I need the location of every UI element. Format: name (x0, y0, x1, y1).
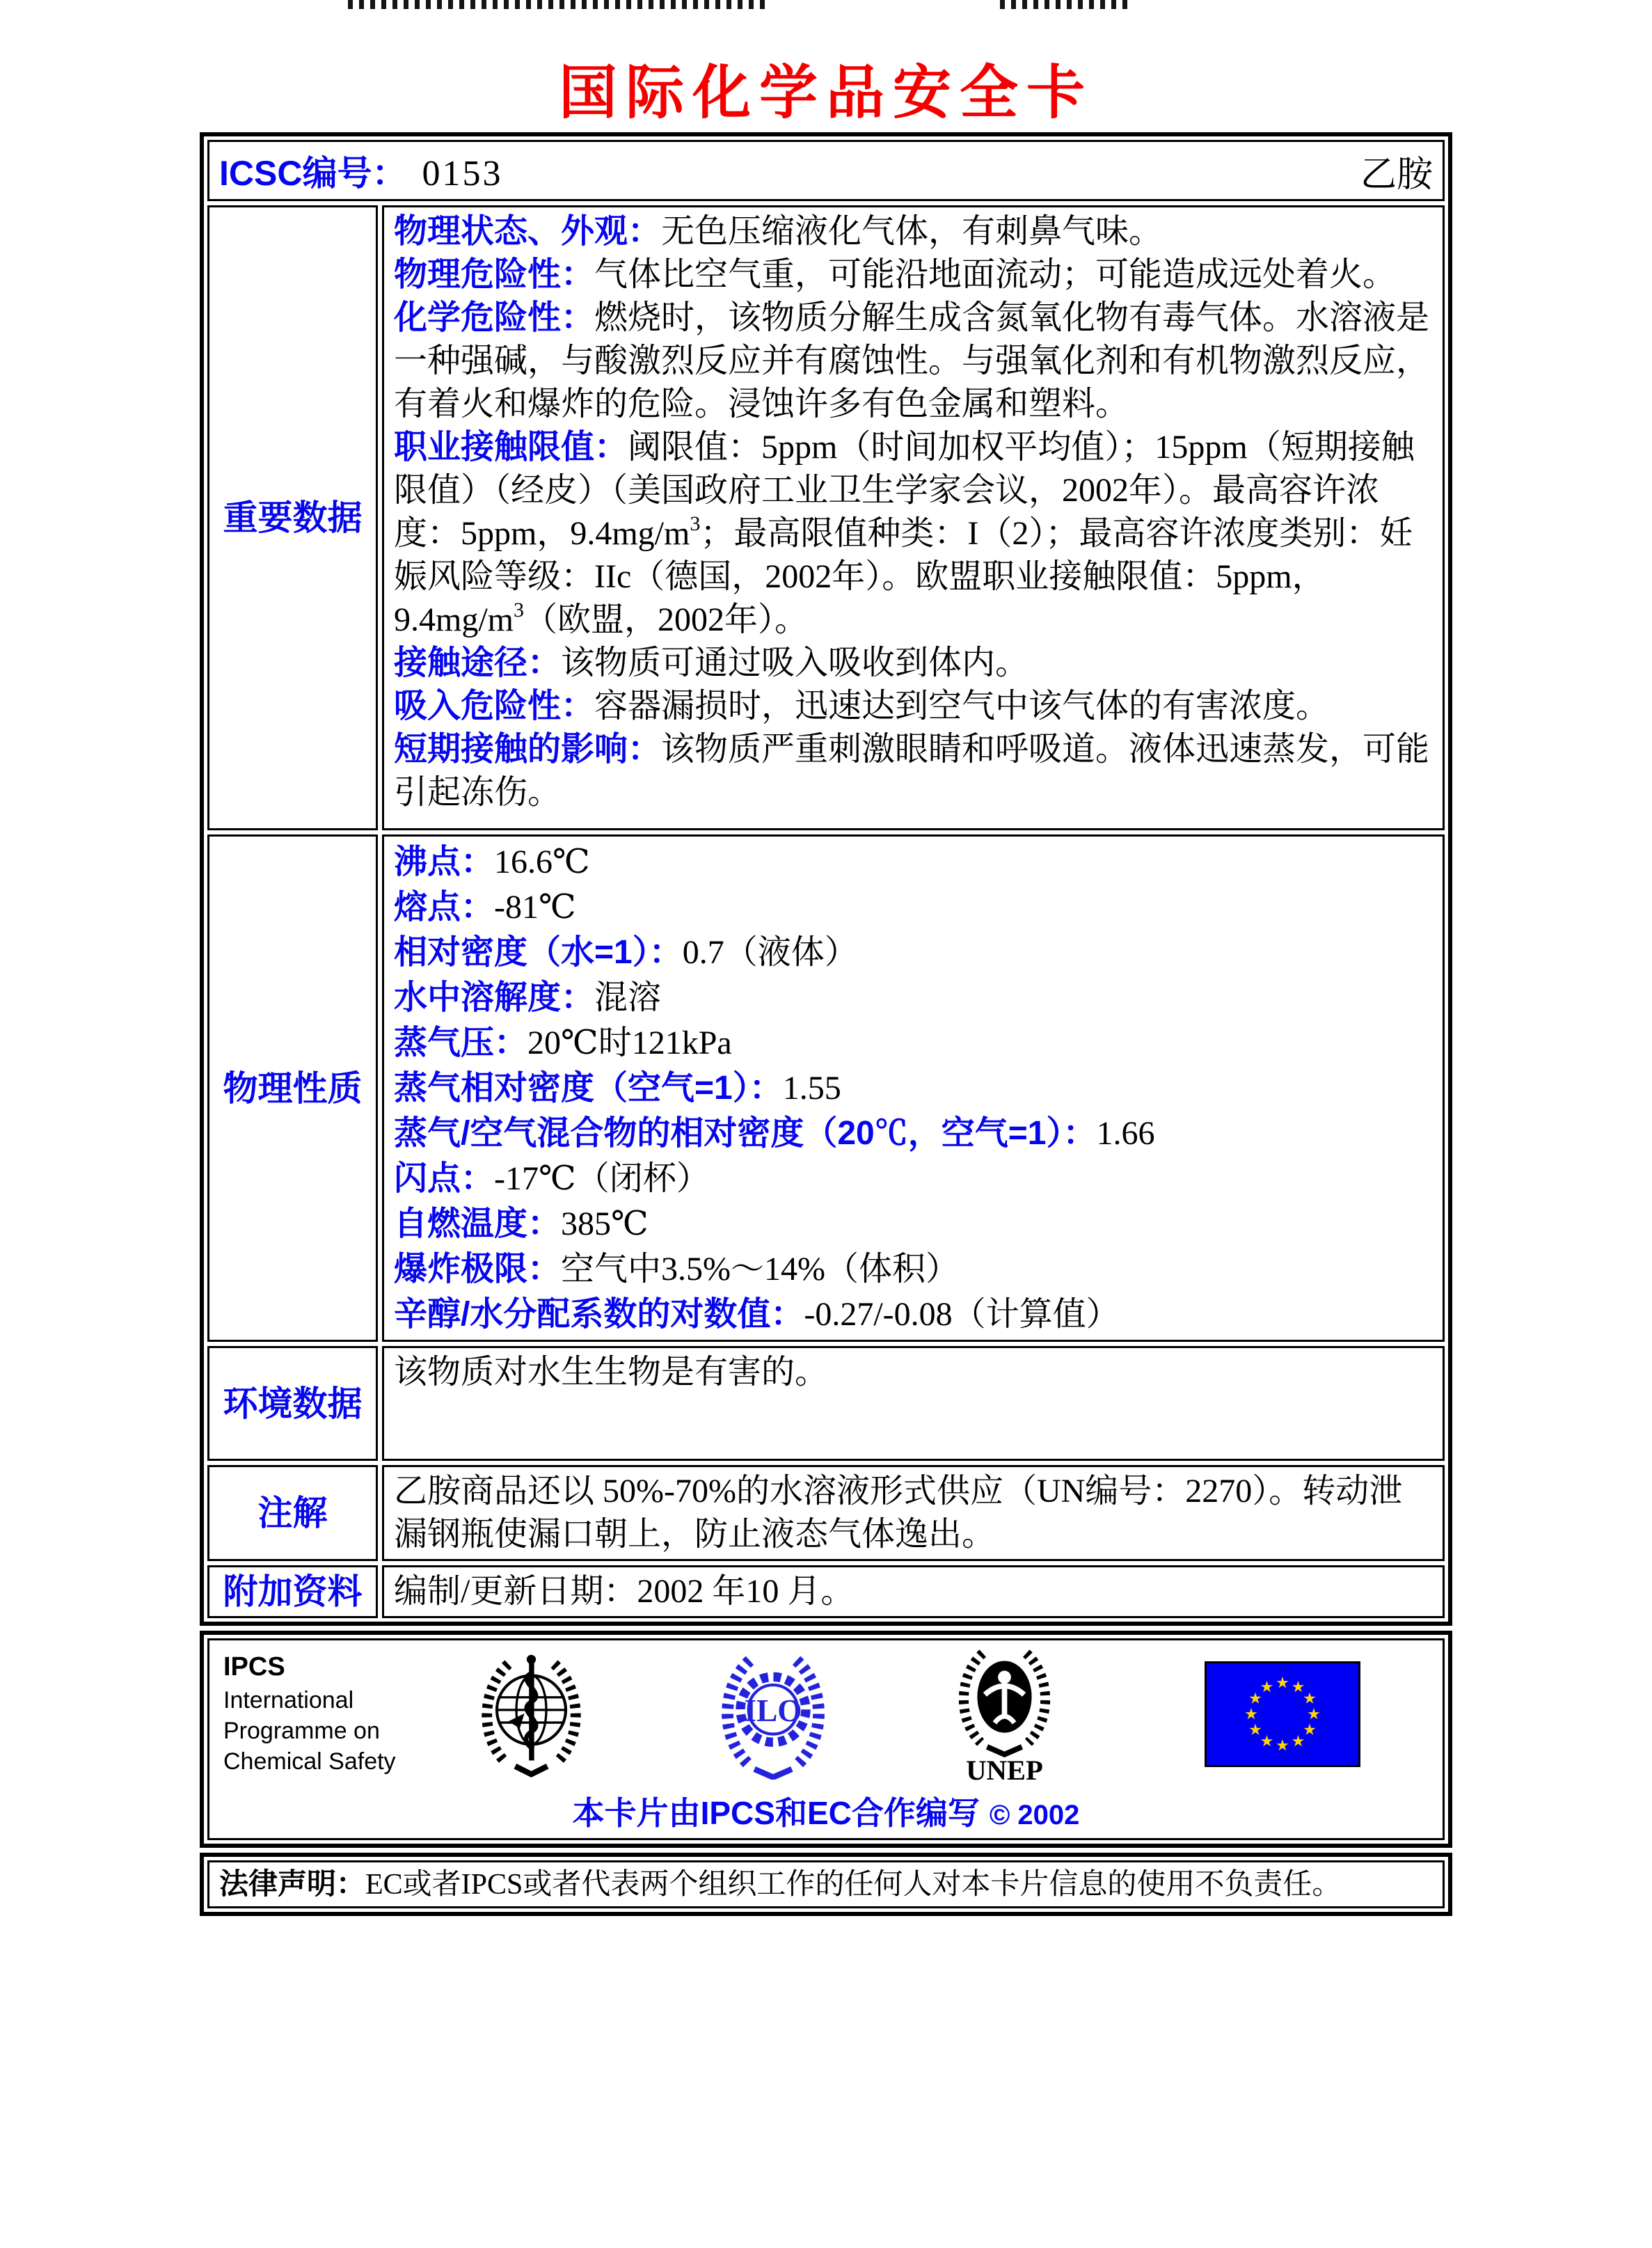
field-label: 蒸气/空气混合物的相对密度（20℃，空气=1）： (394, 1115, 1097, 1152)
property-vapor-pressure (394, 1020, 1433, 1066)
property-relative-density (394, 930, 1433, 975)
additional-info-content: 编制/更新日期：2002 年10 月。 (382, 1565, 1445, 1618)
logos-table (200, 1631, 1452, 1848)
field-value: -0.27/-0.08（计算值） (804, 1296, 1120, 1333)
logos-row (207, 1638, 1445, 1840)
credit-text: 本卡片由IPCS和EC合作编写 (572, 1795, 980, 1831)
property-vapor-density (394, 1066, 1433, 1111)
legal-table (200, 1853, 1452, 1916)
notes-row (207, 1465, 1445, 1561)
field-value: 1.66 (1096, 1115, 1155, 1152)
paragraph-occupational-limits (394, 426, 1433, 642)
property-water-solubility (394, 975, 1433, 1020)
property-partition-coefficient (394, 1292, 1433, 1337)
field-label: 接触途径： (394, 644, 562, 681)
field-label: 职业接触限值： (394, 429, 628, 466)
field-text: 无色压缩液化气体，有刺鼻气味。 (661, 213, 1163, 250)
field-label: 闪点： (394, 1160, 495, 1197)
section-label-notes: 注解 (207, 1465, 378, 1561)
ipcs-line: Programme on (223, 1718, 380, 1744)
field-label: 爆炸极限： (394, 1251, 562, 1288)
field-label: 短期接触的影响： (394, 731, 662, 768)
clipped-text-fragment (348, 0, 765, 9)
field-value: -81℃ (494, 889, 576, 926)
paragraph-physical-state (394, 210, 1433, 253)
property-autoignition-temp (394, 1201, 1433, 1246)
environmental-data-content: 该物质对水生生物是有害的。 (382, 1346, 1445, 1461)
property-explosive-limits (394, 1246, 1433, 1292)
icsc-number-label: ICSC编号： (219, 154, 407, 193)
logos-strip (223, 1645, 1429, 1784)
safety-card (200, 132, 1452, 1916)
header-row (207, 140, 1445, 201)
section-label-important-data: 重要数据 (207, 205, 378, 830)
physical-properties-content (382, 834, 1445, 1342)
field-label: 沸点： (394, 844, 495, 880)
field-text: 容器漏损时，迅速达到空气中该气体的有害浓度。 (594, 688, 1330, 725)
field-label: 相对密度（水=1）： (394, 934, 683, 971)
unep-label: UNEP (966, 1754, 1043, 1784)
field-label: 熔点： (394, 889, 495, 926)
paragraph-chemical-danger (394, 296, 1433, 426)
credit-line (223, 1788, 1429, 1834)
field-text: 燃烧时，该物质分解生成含氮氧化物有毒气体。水溶液是一种强碱，与酸激烈反应并有腐蚀性。与强氧化剂和有机物激烈反应，有着火和爆炸的危险。浸蚀许多有色金属和塑料。 (394, 299, 1430, 422)
unep-logo-icon (944, 1645, 1065, 1784)
notes-content: 乙胺商品还以 50%-70%的水溶液形式供应（UN编号：2270）。转动泄漏钢瓶使漏口朝上，防止液态气体逸出。 (382, 1465, 1445, 1561)
copyright-text: © 2002 (989, 1800, 1080, 1830)
ipcs-text-block (223, 1652, 397, 1777)
additional-info-row (207, 1565, 1445, 1618)
eu-flag-icon (1205, 1661, 1360, 1767)
legal-cell (207, 1860, 1445, 1908)
clipped-text-fragment (1000, 0, 1132, 9)
field-label: 吸入危险性： (394, 688, 595, 725)
field-label: 水中溶解度： (394, 979, 595, 1016)
field-label: 自燃温度： (394, 1205, 562, 1242)
important-data-content (382, 205, 1445, 830)
field-text: 该物质严重刺激眼睛和呼吸道。液体迅速蒸发，可能引起冻伤。 (394, 731, 1430, 811)
ilo-logo-icon (707, 1649, 839, 1780)
section-label-additional-info: 附加资料 (207, 1565, 378, 1618)
property-flash-point (394, 1156, 1433, 1201)
field-label: 蒸气压： (394, 1024, 528, 1061)
field-label: 化学危险性： (394, 299, 595, 336)
ipcs-line: Chemical Safety (223, 1748, 396, 1775)
important-data-row (207, 205, 1445, 830)
field-value: 空气中3.5%～14%（体积） (561, 1251, 959, 1288)
property-boiling-point (394, 839, 1433, 885)
field-text: 气体比空气重，可能沿地面流动；可能造成远处着火。 (594, 256, 1397, 293)
paragraph-inhalation-risk (394, 685, 1433, 728)
legal-label: 法律声明： (219, 1867, 366, 1900)
field-value: 385℃ (561, 1205, 649, 1242)
field-value: 1.55 (782, 1070, 841, 1107)
field-text: 阈限值：5ppm（时间加权平均值）；15ppm（短期接触限值）（经皮）（美国政府工业卫生学家会议，2002年）。最高容许浓度：5ppm，$9.4mg/m^3$；最高限值种类：I（2）；最高容许浓度类别：妊娠风险等级：IIc（德国，2002年）。欧盟职业接触限值：5ppm，$9.4mg/m^3$（欧盟，2002年）。 (394, 429, 1415, 638)
field-text: 该物质可通过吸入吸收到体内。 (561, 644, 1029, 681)
legal-statement (219, 1867, 1341, 1902)
legal-row (207, 1860, 1445, 1908)
field-value: 混溶 (594, 979, 662, 1016)
field-label: 物理危险性： (394, 256, 595, 293)
logos-cell (207, 1638, 1445, 1840)
section-label-physical-properties: 物理性质 (207, 834, 378, 1342)
property-melting-point (394, 885, 1433, 930)
section-label-environmental-data: 环境数据 (207, 1346, 378, 1461)
field-value: 20℃时121kPa (527, 1024, 732, 1061)
ipcs-line: International (223, 1687, 354, 1713)
field-label: 蒸气相对密度（空气=1）： (394, 1070, 783, 1107)
who-logo-icon (474, 1650, 589, 1779)
legal-text: EC或者IPCS或者代表两个组织工作的任何人对本卡片信息的使用不负责任。 (365, 1869, 1342, 1901)
substance-name: 乙胺 (1360, 155, 1433, 195)
main-table (200, 132, 1452, 1626)
field-label: 辛醇/水分配系数的对数值： (394, 1296, 804, 1333)
header-cell (207, 140, 1445, 201)
field-label: 物理状态、外观： (394, 213, 662, 250)
physical-properties-row (207, 834, 1445, 1342)
field-value: 0.7（液体） (682, 934, 858, 971)
page-title: 国际化学品安全卡 (558, 61, 1093, 126)
field-value: 16.6℃ (494, 844, 590, 880)
environmental-data-row (207, 1346, 1445, 1461)
paragraph-exposure-routes (394, 642, 1433, 685)
icsc-number-group (219, 145, 502, 196)
property-vapor-air-density (394, 1111, 1433, 1156)
ipcs-title: IPCS (223, 1652, 285, 1681)
field-value: -17℃（闭杯） (494, 1160, 710, 1197)
icsc-number-value: 0153 (422, 154, 503, 193)
paragraph-short-term-effects (394, 728, 1433, 814)
ilo-monogram: ILO (744, 1693, 802, 1729)
paragraph-physical-danger (394, 253, 1433, 296)
